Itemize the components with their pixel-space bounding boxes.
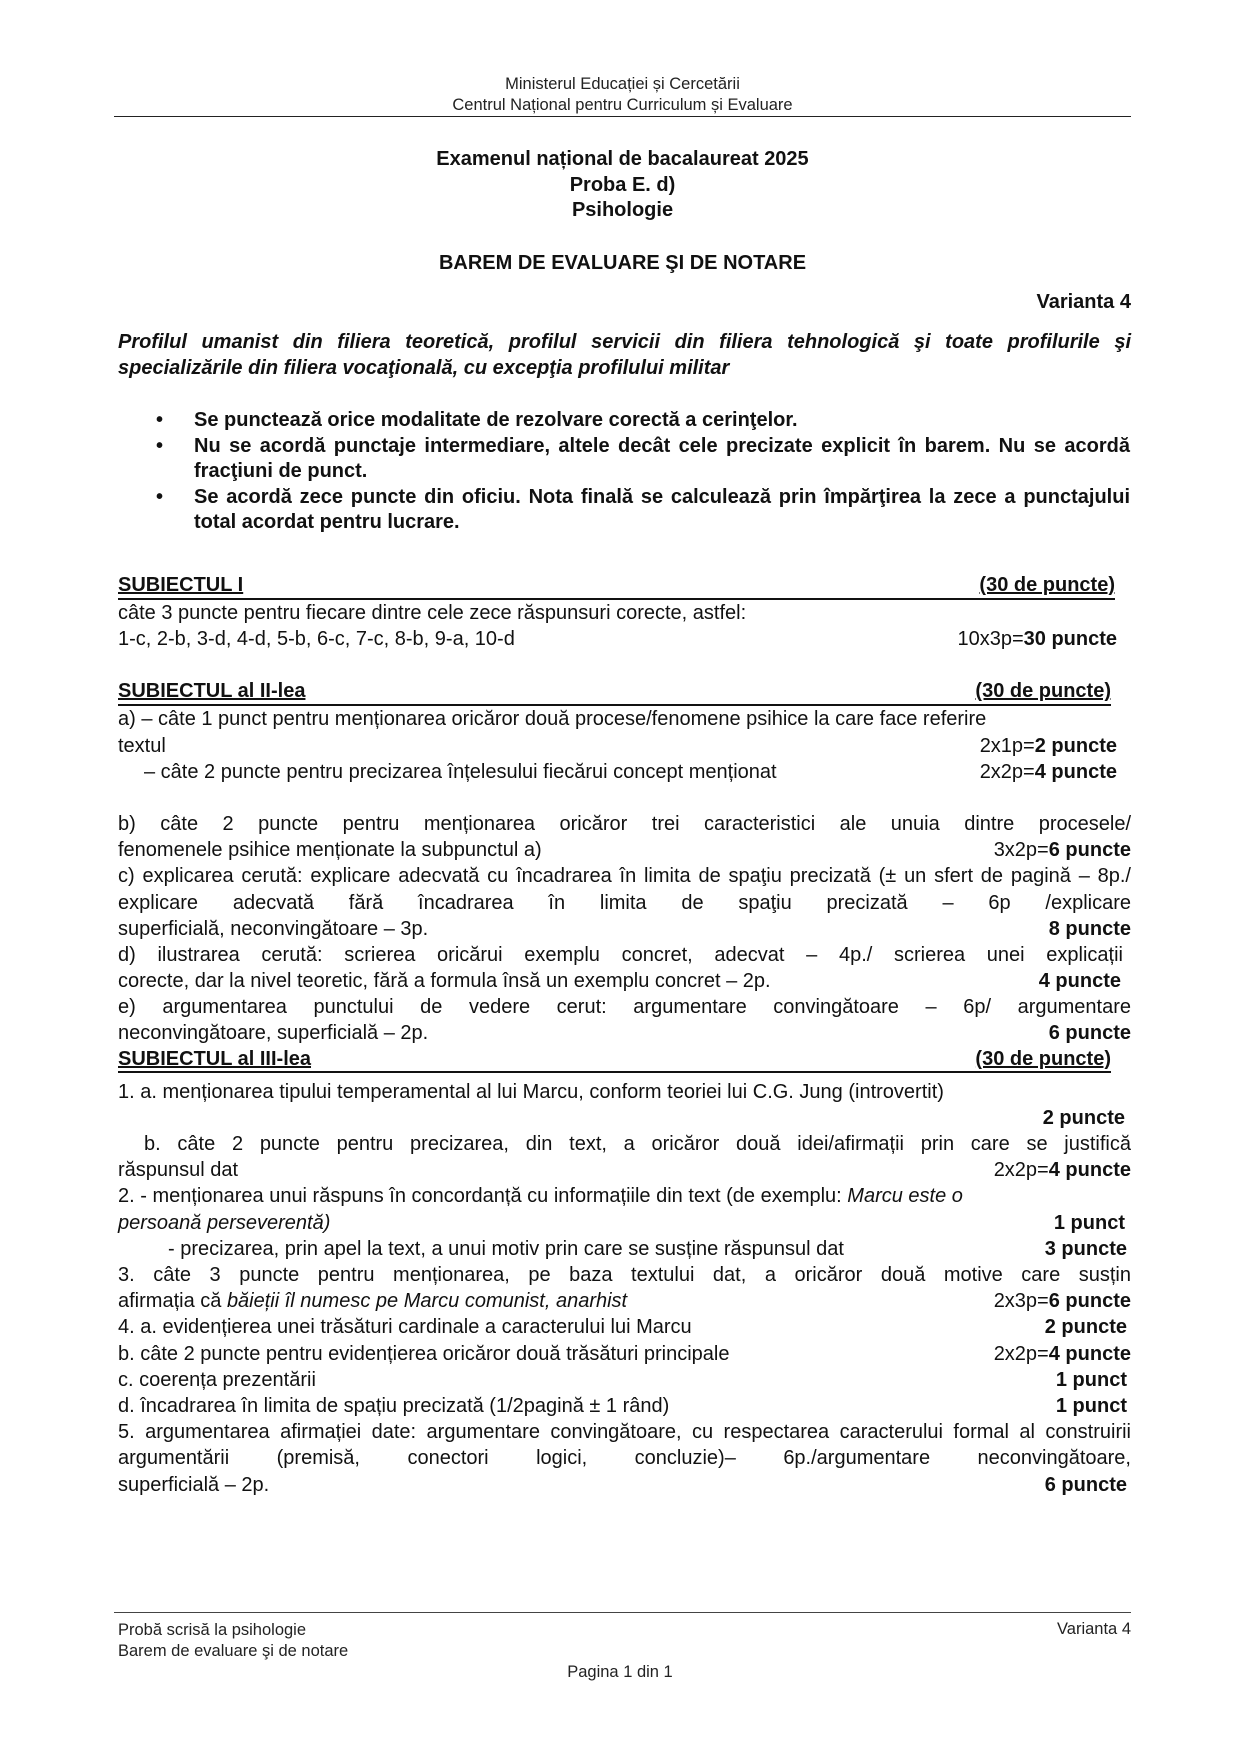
subject-1-heading: SUBIECTUL I (30 de puncte) [118, 572, 1115, 600]
subject-3-q5-end: superficială – 2p. 6 puncte [118, 1472, 1131, 1498]
subject-2-e: e) argumentarea punctului de vedere cerut: argumentare convingătoare – 6p/ argumentare [118, 996, 1131, 1019]
subject-3-heading: SUBIECTUL al III-lea (30 de puncte) [118, 1047, 1111, 1073]
subject-3-q3-end: afirmația că băieții îl numesc pe Marcu comunist, anarhist 2x3p=6 puncte [118, 1288, 1131, 1314]
subject-2-a1: a) – câte 1 punct pentru menționarea oricăror două procese/fenomene psihice la care face referire [118, 708, 987, 731]
subject-2-c-end: superficială, neconvingătoare – 3p. 8 puncte [118, 916, 1131, 942]
score: 8 puncte [1048, 917, 1131, 940]
subject-2-c: c) explicarea cerută: explicare adecvată cu încadrarea în limita de spaţiu precizată (± un sfert de pagină – 8p./ explicare adecvată fără încadrarea în limita de spaţiu precizată – 6p /explicare [118, 865, 1131, 914]
score: 2 puncte [1044, 1316, 1127, 1339]
page-header [114, 74, 1131, 116]
subject-2-d-end: corecte, dar la nivel teoretic, fără a formula însă un exemplu concret – 2p. 4 puncte [118, 968, 1131, 994]
score: 6 puncte [1044, 1473, 1127, 1496]
barem-title: BAREM DE EVALUARE ŞI DE NOTARE [438, 252, 807, 274]
score: 10x3p=30 puncte [957, 628, 1117, 651]
exam-subject: Psihologie [571, 199, 674, 221]
score: 1 punct [1055, 1394, 1127, 1417]
score: 2x3p=6 puncte [993, 1290, 1131, 1313]
score: 2 puncte [1042, 1106, 1125, 1129]
score: 3 puncte [1044, 1237, 1127, 1260]
header-divider [114, 116, 1131, 117]
footer-exam-name: Probă scrisă la psihologie [118, 1621, 307, 1639]
subject-3-q2a: 2. - menționarea unui răspuns în concordanță cu informațiile din text (de exemplu: Marcu este o [118, 1185, 963, 1208]
subject-3-q1a: 1. a. menționarea tipului temperamental al lui Marcu, conform teoriei lui C.G. Jung (introvertit) [118, 1080, 944, 1103]
center-name: Centrul Național pentru Curriculum și Evaluare [452, 96, 793, 114]
subject-3-q3: 3. câte 3 puncte pentru menționarea, pe baza textului dat, a oricăror două motive care susțin [118, 1263, 1131, 1286]
subject-3-q2b: - precizarea, prin apel la text, a unui motiv prin care se susține răspunsul dat 3 puncte [118, 1236, 1131, 1262]
footer-divider [114, 1612, 1131, 1613]
bullet-icon: • [156, 409, 164, 431]
score: 2x2p=4 puncte [993, 1342, 1131, 1365]
bullet-icon: • [156, 435, 164, 457]
footer-variant: Varianta 4 [1057, 1620, 1131, 1638]
rule-item: • Se punctează orice modalitate de rezolvare corectă a cerinţelor. [156, 409, 798, 431]
bullet-icon: • [156, 486, 164, 508]
subject-2-d: d) ilustrarea cerută: scrierea oricărui exemplu concret, adecvat – 4p./ scrierea unei explicații [118, 943, 1123, 966]
subject-3-q2a-end: persoană perseverentă) 1 punct [118, 1210, 1131, 1236]
subject-2-e-end: neconvingătoare, superficială – 2p. 6 puncte [118, 1020, 1131, 1046]
subject-3-q1b: b. câte 2 puncte pentru precizarea, din text, a oricăror două idei/afirmații prin care se justifică [144, 1133, 1131, 1156]
exam-title: Examenul național de bacalaureat 2025 [436, 148, 809, 170]
subject-2-b-end: fenomenele psihice menționate la subpunctul a) 3x2p=6 puncte [118, 837, 1131, 863]
subject-3-q4b: b. câte 2 puncte pentru evidențierea oricăror două trăsături principale 2x2p=4 puncte [118, 1341, 1131, 1367]
footer-left [118, 1620, 348, 1662]
profile-description: Profilul umanist din filiera teoretică, profilul servicii din filiera tehnologică şi toate profilurile şi specializările din filiera vocaţională, cu excepţia profilului militar [118, 331, 1131, 379]
rule-item: • Nu se acordă punctaje intermediare, altele decât cele precizate explicit în barem. Nu se acordă fracţiuni de punct. [156, 435, 1130, 482]
barem-body [118, 572, 1131, 1498]
score: 4 puncte [1038, 970, 1121, 993]
score: 2x2p=4 puncte [979, 760, 1117, 783]
subject-3-q1a-score [118, 1105, 1131, 1131]
score: 1 punct [1055, 1368, 1127, 1391]
exam-proba: Proba E. d) [569, 173, 676, 196]
subject-3-q4c: c. coerența prezentării 1 punct [118, 1367, 1131, 1393]
score: 2x2p=4 puncte [993, 1159, 1131, 1182]
subject-2-heading: SUBIECTUL al II-lea (30 de puncte) [118, 678, 1111, 706]
page-number: Pagina 1 din 1 [567, 1663, 673, 1681]
subject-2-a2: – câte 2 puncte pentru precizarea înțelesului fiecărui concept menționat 2x2p=4 puncte [118, 759, 1131, 785]
ministry-name: Ministerul Educației și Cercetării [505, 75, 740, 93]
exam-title-block [114, 147, 1131, 224]
subject-3-q1b-end: răspunsul dat 2x2p=4 puncte [118, 1157, 1131, 1183]
grading-rules [150, 408, 1130, 536]
subject-2-b: b) câte 2 puncte pentru menționarea oricăror trei caracteristici ale unuia dintre procesele/ [118, 812, 1131, 835]
score: 3x2p=6 puncte [993, 839, 1131, 862]
subject-1-intro: câte 3 puncte pentru fiecare dintre cele zece răspunsuri corecte, astfel: [118, 602, 747, 624]
footer-doc-type: Barem de evaluare şi de notare [118, 1642, 349, 1660]
answer-key: 1-c, 2-b, 3-d, 4-d, 5-b, 6-c, 7-c, 8-b, 9-a, 10-d [118, 628, 515, 651]
subject-1-answers [118, 626, 1131, 652]
subject-3-q5: 5. argumentarea afirmației date: argumentare convingătoare, cu respectarea caracterului formal al construirii argumentării (premisă, conectori logici, concluzie)– 6p./argumentare neconvingătoare, [118, 1421, 1131, 1470]
subject-2-a1-end: textul 2x1p=2 puncte [118, 733, 1131, 759]
variant-label: Varianta 4 [1036, 291, 1131, 313]
subject-3-q4a: 4. a. evidențierea unei trăsături cardinale a caracterului lui Marcu 2 puncte [118, 1314, 1131, 1340]
rule-item: • Se acordă zece puncte din oficiu. Nota finală se calculează prin împărţirea la zece a punctajului total acordat pentru lucrare. [156, 486, 1130, 533]
score: 1 punct [1053, 1211, 1125, 1234]
score: 2x1p=2 puncte [979, 734, 1117, 757]
subject-3-q4d: d. încadrarea în limita de spațiu precizată (1/2pagină ± 1 rând) 1 punct [118, 1393, 1131, 1419]
score: 6 puncte [1048, 1022, 1131, 1045]
